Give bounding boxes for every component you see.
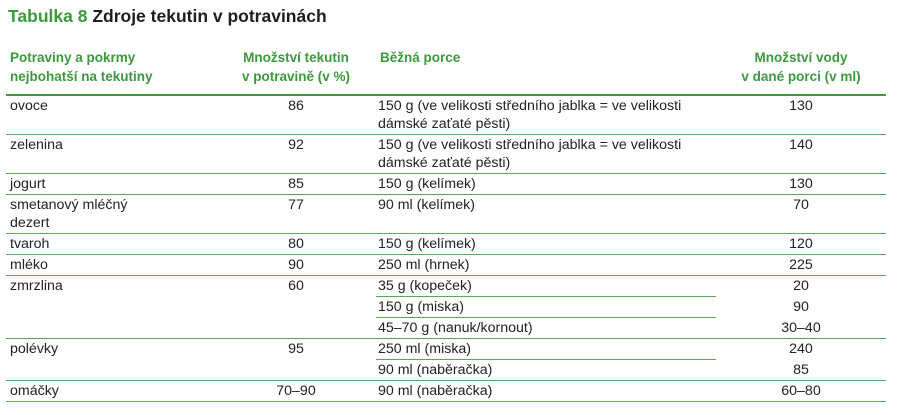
water-cell: 130	[716, 95, 886, 135]
header-percent: Množství tekutin v potravině (v %)	[216, 42, 376, 95]
portion-cell: 90 ml (naběračka)	[376, 381, 716, 402]
table-row	[6, 95, 886, 135]
portion-cell: 150 g (ve velikosti středního jablka = ve velikosti dámské zaťaté pěsti)	[376, 135, 716, 174]
portion-cell: 45–70 g (nanuk/kornout)	[376, 318, 716, 339]
portion-cell: 35 g (kopeček)	[376, 276, 716, 297]
water-cell: 140	[716, 135, 886, 174]
food-cell: zelenina	[6, 135, 216, 174]
percent-cell: 77	[216, 195, 376, 234]
table-title	[8, 6, 327, 27]
percent-cell: 95	[288, 341, 304, 357]
water-cell: 90	[793, 298, 809, 315]
water-cell: 130	[716, 174, 886, 195]
header-portion: Běžná porce	[376, 42, 716, 95]
percent-cell	[216, 318, 376, 339]
percent-cell: 90	[216, 255, 376, 276]
percent-cell: 60	[288, 278, 304, 294]
food-cell	[6, 318, 216, 339]
table-row	[6, 339, 886, 360]
food-cell: zmrzlina	[10, 278, 63, 294]
table-title-prefix: Tabulka 8	[8, 6, 88, 26]
water-cell: 85	[716, 360, 886, 381]
percent-cell: 86	[216, 95, 376, 135]
portion-cell: 150 g (kelímek)	[376, 174, 716, 195]
percent-cell: 80	[216, 234, 376, 255]
percent-cell	[216, 297, 376, 318]
food-cell	[6, 360, 216, 381]
portion-cell: 90 ml (kelímek)	[376, 195, 716, 234]
table-row	[6, 381, 886, 402]
table-row	[6, 174, 886, 195]
header-water: Množství vody v dané porci (v ml)	[716, 42, 886, 95]
table-title-text: Zdroje tekutin v potravinách	[92, 6, 327, 26]
food-cell: smetanový mléčný dezert	[6, 195, 216, 234]
percent-cell	[216, 360, 376, 381]
table-row	[6, 297, 886, 318]
header-food: Potraviny a pokrmy nejbohatší na tekutiny	[6, 42, 216, 95]
portion-cell: 150 g (kelímek)	[376, 234, 716, 255]
food-cell: tvaroh	[6, 234, 216, 255]
portion-cell: 90 ml (naběračka)	[376, 360, 716, 381]
water-cell: 60–80	[716, 381, 886, 402]
header-row	[6, 42, 886, 95]
food-cell	[6, 297, 216, 318]
portion-cell: 250 ml (hrnek)	[376, 255, 716, 276]
water-cell: 30–40	[716, 318, 886, 339]
food-cell: ovoce	[6, 95, 216, 135]
percent-cell: 92	[216, 135, 376, 174]
table-row	[6, 276, 886, 297]
portion-cell: 150 g (miska)	[376, 297, 716, 318]
table-row	[6, 360, 886, 381]
food-cell: polévky	[10, 341, 59, 357]
portion-cell: 250 ml (miska)	[376, 339, 716, 360]
water-cell: 240	[789, 341, 813, 357]
percent-cell: 85	[216, 174, 376, 195]
food-cell: jogurt	[6, 174, 216, 195]
percent-cell: 70–90	[216, 381, 376, 402]
food-cell: omáčky	[6, 381, 216, 402]
portion-cell: 150 g (ve velikosti středního jablka = ve velikosti dámské zaťaté pěsti)	[376, 95, 716, 135]
table-row	[6, 135, 886, 174]
water-cell: 225	[716, 255, 886, 276]
table-row	[6, 255, 886, 276]
water-cell: 70	[716, 195, 886, 234]
table-row	[6, 318, 886, 339]
water-cell: 20	[793, 278, 809, 294]
water-cell: 120	[716, 234, 886, 255]
food-cell: mléko	[6, 255, 216, 276]
fluid-sources-table	[6, 42, 886, 402]
table-row	[6, 234, 886, 255]
table-row	[6, 195, 886, 234]
